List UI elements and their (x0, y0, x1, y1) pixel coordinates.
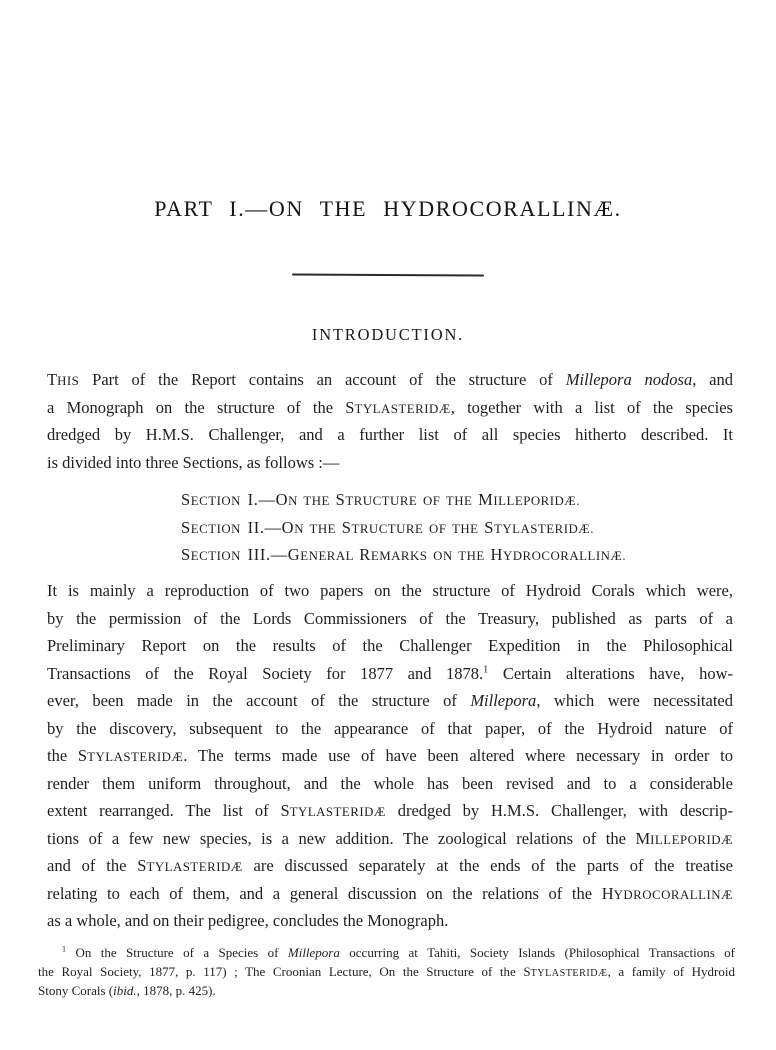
text-line (47, 880, 733, 908)
section-list (181, 486, 741, 569)
text-segment: ENERAL (300, 549, 360, 563)
text-segment: YDROCORALLINÆ (613, 887, 733, 902)
text-segment: TYLASTERIDÆ (354, 401, 451, 416)
text-segment: TRUCTURE OF THE (351, 521, 485, 536)
text-line (47, 605, 733, 633)
text-line (47, 770, 733, 798)
text-segment: the Royal Society, 1877, p. 117) ; The Croonian Lecture, On the Structure of the (38, 964, 524, 979)
text-segment: S (341, 517, 352, 537)
text-segment: extent rearranged. The list of (47, 801, 281, 820)
text-segment: , 1878, p. 425). (136, 983, 216, 998)
text-segment: as a whole, and on their pedigree, concludes the Monograph. (47, 911, 449, 930)
text-segment: a Monograph on the structure of the (47, 397, 346, 417)
text-segment: by the permission of the Lords Commissioners of the Treasury, published as parts of a (47, 608, 733, 628)
text-segment: H (601, 883, 614, 903)
text-segment: TYLASTERIDÆ. (493, 521, 594, 536)
text-segment: Part of the Report contains an account of the structure of (79, 370, 566, 389)
text-segment: On the Structure of a Species of (66, 945, 288, 960)
text-line (47, 632, 733, 660)
text-segment: M (478, 490, 494, 509)
text-segment: EMARKS ON THE (370, 549, 491, 563)
text-segment: ECTION (190, 521, 241, 536)
text-segment: dredged by H.M.S. Challenger, with descrip- (385, 801, 733, 820)
text-segment: are discussed separately at the ends of the parts of the treatise (242, 856, 733, 875)
text-segment: Millepora nodosa (565, 370, 693, 389)
text-line (47, 852, 733, 880)
text-line (38, 981, 735, 1000)
text-segment: occurring at Tahiti, Society Islands (Philosophical Transactions of (339, 945, 735, 960)
text-line (47, 742, 733, 770)
text-segment: TYLASTERIDÆ (530, 968, 608, 979)
text-line (47, 907, 733, 935)
text-segment: S (181, 517, 191, 537)
text-segment: HIS (57, 374, 80, 388)
text-segment: and of the (47, 856, 138, 875)
intro-paragraph-1 (47, 366, 733, 476)
text-segment: Millepora (470, 691, 537, 710)
text-segment: , and (692, 370, 733, 389)
text-line (181, 514, 741, 542)
text-segment: S (345, 397, 355, 417)
text-segment: TYLASTERIDÆ (146, 860, 243, 874)
text-segment: Transactions of the Royal Society for 1877 and 1878. (47, 663, 484, 683)
text-segment: H (490, 545, 503, 564)
text-segment: T (47, 370, 58, 389)
text-segment: TYLASTERIDÆ (87, 750, 184, 764)
text-segment: is divided into three Sections, as follows :— (47, 452, 340, 472)
text-segment: ECTION (190, 494, 241, 508)
introduction-heading: INTRODUCTION. (311, 325, 465, 344)
text-segment: , together with a list of the species (450, 397, 733, 417)
text-segment: Stony Corals ( (38, 983, 114, 998)
text-segment: 1 (62, 944, 67, 954)
text-segment: ibid. (113, 983, 137, 998)
text-line (47, 687, 733, 715)
text-segment: by the discovery, subsequent to the appearance of that paper, of the Hydroid nature of (47, 718, 733, 738)
text-segment: , which were necessitated (536, 691, 733, 710)
text-line (47, 797, 733, 825)
text-line (47, 715, 733, 743)
text-segment: III.—G (240, 545, 301, 564)
text-segment: . The terms made use of have been altered where necessary in order to (183, 746, 733, 765)
text-segment: S (335, 490, 346, 509)
text-segment: S (137, 856, 147, 875)
text-segment: N THE (294, 521, 342, 536)
text-segment: I.—O (240, 490, 289, 509)
text-segment: S (280, 801, 290, 820)
text-line (181, 486, 741, 514)
text-segment: S (181, 545, 191, 564)
text-segment: II.—O (240, 517, 295, 537)
intro-paragraph-2 (47, 577, 733, 935)
text-segment: TYLASTERIDÆ (289, 805, 386, 819)
text-segment: S (484, 517, 494, 537)
text-segment: ECTION (190, 549, 241, 563)
text-line (38, 962, 735, 981)
text-segment: M (635, 828, 651, 848)
part-title: PART I.—ON THE HYDROCORALLINÆ. (154, 196, 622, 221)
text-segment: dredged by H.M.S. Challenger, and a further list of all species hitherto described. It (47, 425, 733, 444)
text-segment: Millepora (287, 945, 340, 960)
text-segment: TRUCTURE OF THE (345, 494, 479, 508)
title-divider-rule (292, 273, 484, 276)
text-segment: S (181, 490, 191, 509)
text-segment: 1 (483, 664, 489, 675)
text-segment: render them uniform throughout, and the whole has been revised and to a considerable (47, 773, 733, 793)
text-segment: the (47, 746, 78, 765)
text-segment: S (523, 964, 531, 979)
text-segment: S (77, 746, 88, 765)
text-segment: tions of a few new species, is a new addition. The zoological relations of the (47, 828, 636, 848)
text-line (47, 825, 733, 853)
text-line (47, 366, 733, 394)
text-segment: ever, been made in the account of the structure of (47, 691, 471, 710)
text-segment: relating to each of them, and a general discussion on the relations of the (47, 883, 602, 903)
text-line (47, 577, 733, 605)
text-line (47, 660, 733, 688)
text-segment: Certain alterations have, how- (488, 663, 733, 683)
text-segment: ILLEPORIDÆ (650, 832, 733, 847)
footnote (38, 943, 735, 1000)
text-line (38, 943, 735, 962)
text-segment: , a family of Hydroid (607, 964, 735, 979)
text-segment: YDROCORALLINÆ. (502, 549, 627, 563)
text-segment: R (359, 545, 371, 564)
text-line (47, 421, 733, 449)
text-line (47, 449, 733, 477)
text-segment: ILLEPORIDÆ. (493, 494, 580, 508)
text-segment: It is mainly a reproduction of two papers on the structure of Hydroid Corals which were, (47, 581, 733, 600)
text-segment: N THE (288, 494, 336, 508)
text-line (181, 541, 741, 569)
text-line (47, 394, 733, 422)
text-segment: Preliminary Report on the results of the Challenger Expedition in the Philosophical (47, 636, 733, 655)
